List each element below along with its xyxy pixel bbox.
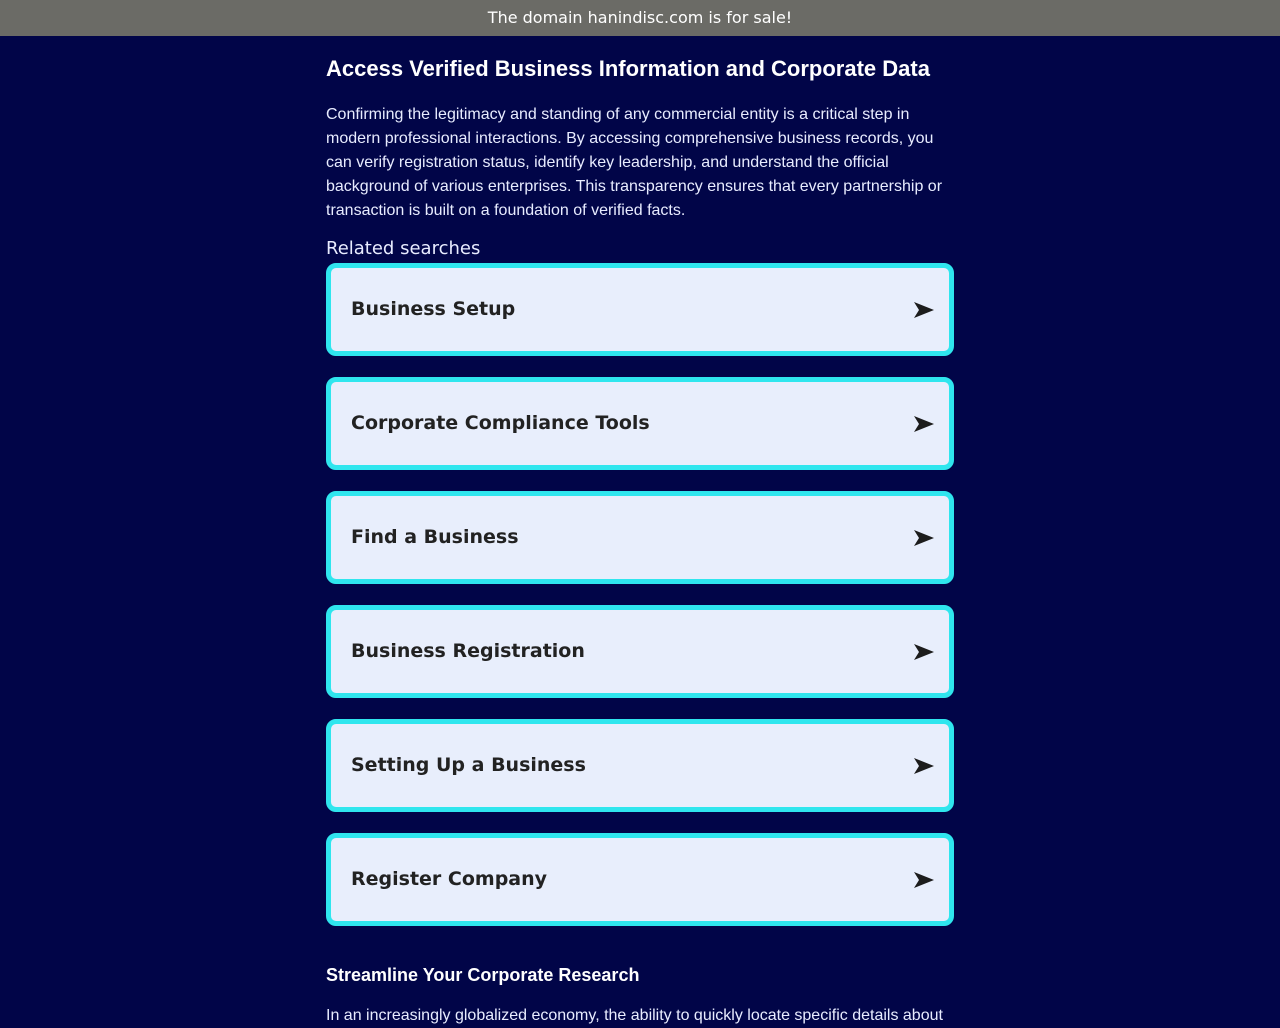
related-search-corporate-compliance-tools[interactable] <box>326 377 954 470</box>
main-content <box>326 36 954 1024</box>
related-search-find-a-business[interactable] <box>326 491 954 584</box>
section-paragraph: In an increasingly globalized economy, the ability to quickly locate specific details about <box>326 1007 943 1024</box>
related-search-label: Business Setup <box>351 298 516 320</box>
arrow-right-icon <box>913 643 935 661</box>
page-title: Access Verified Business Information and Corporate Data <box>326 56 930 81</box>
domain-sale-banner[interactable]: The domain hanindisc.com is for sale! <box>0 0 1280 36</box>
related-search-label: Register Company <box>351 868 548 890</box>
related-search-business-setup[interactable] <box>326 263 954 356</box>
arrow-right-icon <box>913 301 935 319</box>
related-search-label: Find a Business <box>351 526 519 548</box>
related-search-setting-up-a-business[interactable] <box>326 719 954 812</box>
arrow-right-icon <box>913 757 935 775</box>
related-search-label: Corporate Compliance Tools <box>351 412 650 434</box>
arrow-right-icon <box>913 871 935 889</box>
arrow-right-icon <box>913 529 935 547</box>
arrow-right-icon <box>913 415 935 433</box>
related-search-register-company[interactable] <box>326 833 954 926</box>
related-search-label: Business Registration <box>351 640 585 662</box>
related-search-label: Setting Up a Business <box>351 754 586 776</box>
related-search-business-registration[interactable] <box>326 605 954 698</box>
related-searches-heading: Related searches <box>326 238 481 259</box>
section-title: Streamline Your Corporate Research <box>326 965 640 985</box>
intro-paragraph: Confirming the legitimacy and standing of any commercial entity is a critical step in modern professional interactions. By accessing comprehensive business records, you can verify registration status, identify key leadership, and understand the official background of various enterprises. This transparency ensures that every partnership or transaction is built on a foundation of verified facts. <box>326 106 943 219</box>
